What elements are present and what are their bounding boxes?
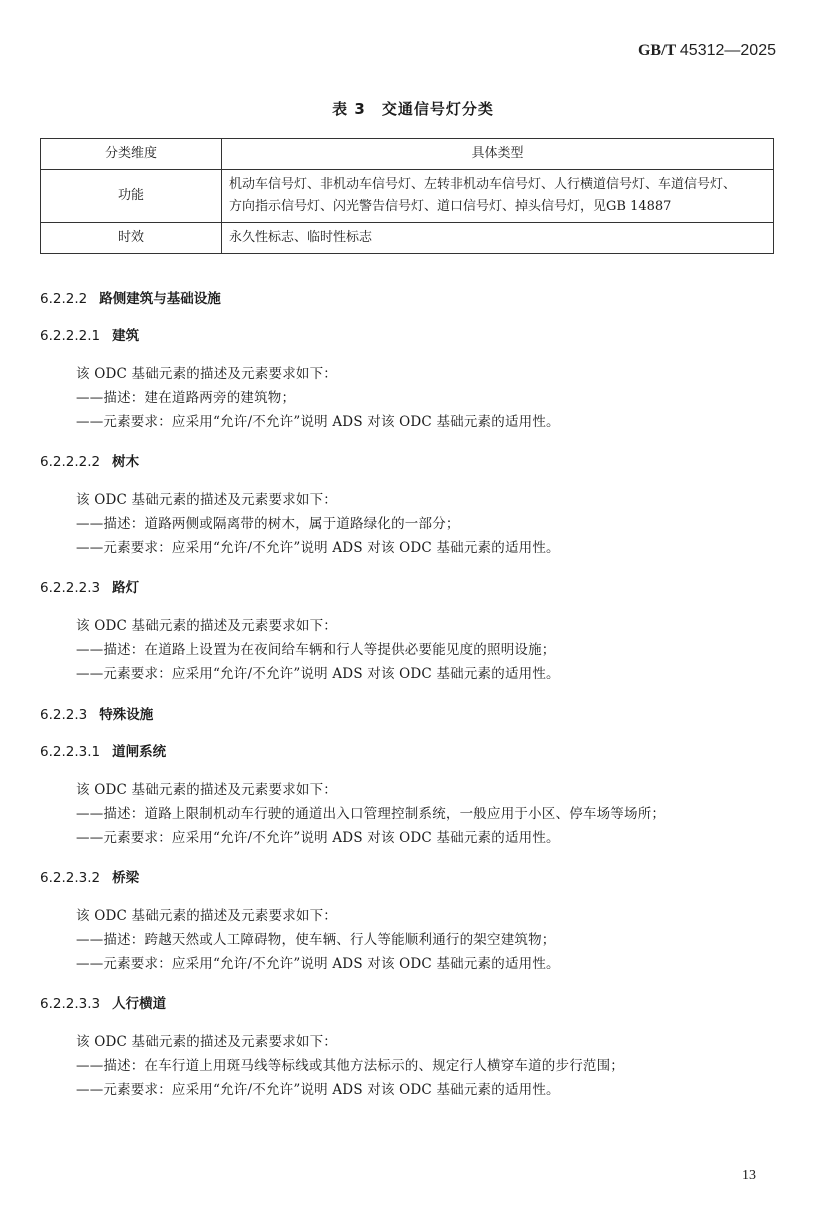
section-number: 6.2.2.2.1 (40, 328, 101, 344)
section-title: 建筑 (112, 328, 140, 344)
paragraph-description: ——描述：建在道路两旁的建筑物； (76, 390, 296, 406)
table-cell-dimension: 功能 (41, 170, 222, 223)
table-cell-types (222, 170, 774, 223)
section-title: 树木 (112, 454, 140, 470)
paragraph-requirement: ——元素要求：应采用“允许/不允许”说明 ADS 对该 ODC 基础元素的适用性。 (76, 830, 560, 846)
paragraph-requirement: ——元素要求：应采用“允许/不允许”说明 ADS 对该 ODC 基础元素的适用性。 (76, 956, 560, 972)
subsection-heading (40, 992, 166, 1012)
standard-code-prefix: GB/T (637, 42, 676, 59)
classification-table (40, 138, 774, 254)
paragraph-intro: 该 ODC 基础元素的描述及元素要求如下： (76, 1034, 338, 1050)
section-title: 路灯 (112, 580, 140, 596)
section-heading (40, 703, 153, 723)
table-header-dimension: 分类维度 (41, 139, 222, 170)
paragraph-description: ——描述：跨越天然或人工障碍物，使车辆、行人等能顺利通行的架空建筑物； (76, 932, 556, 948)
section-number: 6.2.2.3.1 (40, 744, 101, 760)
paragraph-intro: 该 ODC 基础元素的描述及元素要求如下： (76, 908, 338, 924)
paragraph-intro: 该 ODC 基础元素的描述及元素要求如下： (76, 618, 338, 634)
paragraph-requirement: ——元素要求：应采用“允许/不允许”说明 ADS 对该 ODC 基础元素的适用性。 (76, 666, 560, 682)
paragraph-description: ——描述：在车行道上用斑马线等标线或其他方法标示的、规定行人横穿车道的步行范围； (76, 1058, 624, 1074)
table-cell-types: 永久性标志、临时性标志 (222, 223, 774, 254)
paragraph-description: ——描述：道路两侧或隔离带的树木，属于道路绿化的一部分； (76, 516, 460, 532)
paragraph-intro: 该 ODC 基础元素的描述及元素要求如下： (76, 366, 338, 382)
section-title: 特殊设施 (99, 707, 154, 723)
table-cell-line: 机动车信号灯、非机动车信号灯、左转非机动车信号灯、人行横道信号灯、车道信号灯、 (229, 177, 737, 192)
paragraph-description: ——描述：道路上限制机动车行驶的通道出入口管理控制系统，一般应用于小区、停车场等场所； (76, 806, 666, 822)
subsection-heading (40, 576, 139, 596)
page-number: 13 (742, 1168, 756, 1183)
subsection-heading (40, 450, 139, 470)
section-number: 6.2.2.3.2 (40, 870, 101, 886)
section-title: 桥梁 (112, 870, 140, 886)
section-number: 6.2.2.3 (40, 707, 88, 723)
table-row (41, 223, 774, 254)
section-title: 路侧建筑与基础设施 (99, 291, 221, 307)
section-title: 人行横道 (112, 996, 167, 1012)
section-number: 6.2.2.2 (40, 291, 88, 307)
subsection-heading (40, 740, 166, 760)
standard-code-number: 45312—2025 (679, 42, 776, 59)
paragraph-requirement: ——元素要求：应采用“允许/不允许”说明 ADS 对该 ODC 基础元素的适用性。 (76, 540, 560, 556)
table-cell-dimension: 时效 (41, 223, 222, 254)
section-number: 6.2.2.2.2 (40, 454, 101, 470)
standard-code (638, 42, 776, 60)
paragraph-requirement: ——元素要求：应采用“允许/不允许”说明 ADS 对该 ODC 基础元素的适用性。 (76, 414, 560, 430)
paragraph-requirement: ——元素要求：应采用“允许/不允许”说明 ADS 对该 ODC 基础元素的适用性。 (76, 1082, 560, 1098)
section-title: 道闸系统 (112, 744, 167, 760)
table-row (41, 170, 774, 223)
subsection-heading (40, 324, 139, 344)
section-heading (40, 287, 221, 307)
table-cell-line: 方向指示信号灯、闪光警告信号灯、道口信号灯、掉头信号灯，见GB 14887 (229, 199, 672, 214)
table-header-type: 具体类型 (222, 139, 774, 170)
table-title: 表 3 交通信号灯分类 (332, 100, 494, 118)
table-header-row (41, 139, 774, 170)
paragraph-intro: 该 ODC 基础元素的描述及元素要求如下： (76, 492, 338, 508)
paragraph-intro: 该 ODC 基础元素的描述及元素要求如下： (76, 782, 338, 798)
paragraph-description: ——描述：在道路上设置为在夜间给车辆和行人等提供必要能见度的照明设施； (76, 642, 556, 658)
section-number: 6.2.2.3.3 (40, 996, 101, 1012)
section-number: 6.2.2.2.3 (40, 580, 101, 596)
subsection-heading (40, 866, 139, 886)
